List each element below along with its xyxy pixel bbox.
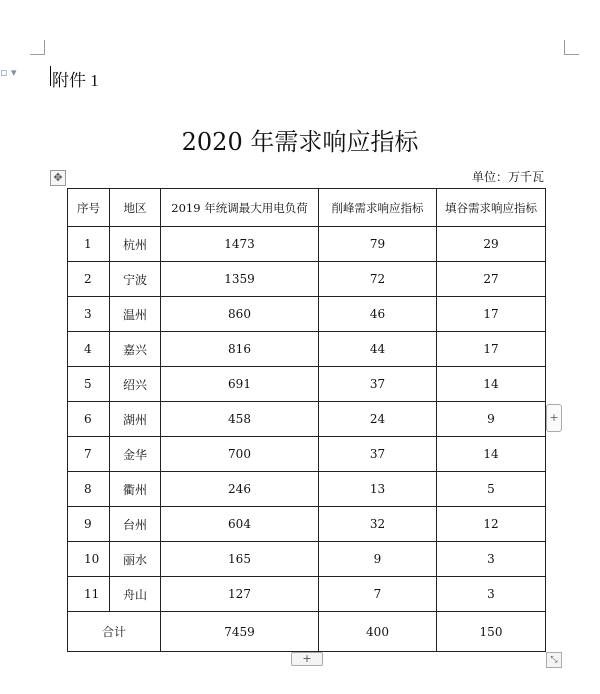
cell-peak-shaving[interactable]: 44 bbox=[319, 332, 437, 367]
cell-no[interactable]: 2 bbox=[68, 262, 110, 297]
page-corner-marker-top-left bbox=[30, 40, 45, 55]
text-cursor bbox=[50, 66, 51, 86]
table-row bbox=[68, 227, 546, 262]
cell-max-load[interactable]: 816 bbox=[161, 332, 319, 367]
table-row bbox=[68, 367, 546, 402]
cell-total-label[interactable]: 合计 bbox=[68, 612, 161, 652]
cell-max-load[interactable]: 691 bbox=[161, 367, 319, 402]
table-header-row bbox=[68, 189, 546, 227]
cell-no[interactable]: 11 bbox=[68, 577, 110, 612]
cell-no[interactable]: 6 bbox=[68, 402, 110, 437]
cell-no[interactable]: 9 bbox=[68, 507, 110, 542]
table-row bbox=[68, 437, 546, 472]
table-resize-icon[interactable]: ⤡ bbox=[546, 652, 562, 668]
header-valley-filling[interactable]: 填谷需求响应指标 bbox=[437, 189, 546, 227]
header-peak-shaving[interactable]: 削峰需求响应指标 bbox=[319, 189, 437, 227]
cell-region[interactable]: 金华 bbox=[110, 437, 161, 472]
table-total-row bbox=[68, 612, 546, 652]
cell-valley-filling[interactable]: 17 bbox=[437, 297, 546, 332]
cell-max-load[interactable]: 1473 bbox=[161, 227, 319, 262]
cell-valley-filling[interactable]: 12 bbox=[437, 507, 546, 542]
cell-no[interactable]: 3 bbox=[68, 297, 110, 332]
cell-region[interactable]: 温州 bbox=[110, 297, 161, 332]
cell-peak-shaving[interactable]: 72 bbox=[319, 262, 437, 297]
cell-peak-shaving[interactable]: 46 bbox=[319, 297, 437, 332]
cell-valley-filling[interactable]: 27 bbox=[437, 262, 546, 297]
table-row bbox=[68, 262, 546, 297]
cell-peak-shaving[interactable]: 32 bbox=[319, 507, 437, 542]
document-title[interactable]: 2020 年需求响应指标 bbox=[181, 128, 419, 156]
cell-peak-shaving[interactable]: 79 bbox=[319, 227, 437, 262]
cell-region[interactable]: 湖州 bbox=[110, 402, 161, 437]
cell-valley-filling[interactable]: 17 bbox=[437, 332, 546, 367]
cell-region[interactable]: 杭州 bbox=[110, 227, 161, 262]
cell-valley-filling[interactable]: 14 bbox=[437, 437, 546, 472]
cell-peak-shaving[interactable]: 37 bbox=[319, 367, 437, 402]
table-row bbox=[68, 507, 546, 542]
cell-region[interactable]: 台州 bbox=[110, 507, 161, 542]
cell-max-load[interactable]: 1359 bbox=[161, 262, 319, 297]
cell-no[interactable]: 8 bbox=[68, 472, 110, 507]
table-row bbox=[68, 402, 546, 437]
cell-peak-shaving[interactable]: 7 bbox=[319, 577, 437, 612]
cell-max-load[interactable]: 860 bbox=[161, 297, 319, 332]
cell-region[interactable]: 绍兴 bbox=[110, 367, 161, 402]
cell-peak-shaving[interactable]: 13 bbox=[319, 472, 437, 507]
add-column-plus-icon[interactable]: + bbox=[546, 404, 562, 432]
cell-region[interactable]: 宁波 bbox=[110, 262, 161, 297]
cell-max-load[interactable]: 246 bbox=[161, 472, 319, 507]
cell-max-load[interactable]: 700 bbox=[161, 437, 319, 472]
table-row bbox=[68, 472, 546, 507]
cell-no[interactable]: 7 bbox=[68, 437, 110, 472]
cell-region[interactable]: 舟山 bbox=[110, 577, 161, 612]
table-move-icon[interactable]: ✥ bbox=[50, 170, 66, 186]
cell-no[interactable]: 10 bbox=[68, 542, 110, 577]
cell-max-load[interactable]: 127 bbox=[161, 577, 319, 612]
paragraph-marker-icon[interactable]: ▫ ▾ bbox=[0, 66, 17, 79]
cell-no[interactable]: 5 bbox=[68, 367, 110, 402]
header-max-load[interactable]: 2019 年统调最大用电负荷 bbox=[161, 189, 319, 227]
cell-valley-filling[interactable]: 5 bbox=[437, 472, 546, 507]
header-no[interactable]: 序号 bbox=[68, 189, 110, 227]
cell-max-load[interactable]: 458 bbox=[161, 402, 319, 437]
attachment-label[interactable]: 附件 1 bbox=[52, 71, 99, 90]
cell-valley-filling[interactable]: 14 bbox=[437, 367, 546, 402]
cell-peak-shaving[interactable]: 37 bbox=[319, 437, 437, 472]
unit-label[interactable]: 单位：万千瓦 bbox=[471, 170, 544, 184]
cell-valley-filling[interactable]: 9 bbox=[437, 402, 546, 437]
cell-total-peak-shaving[interactable]: 400 bbox=[319, 612, 437, 652]
table-row bbox=[68, 297, 546, 332]
cell-total-max-load[interactable]: 7459 bbox=[161, 612, 319, 652]
cell-peak-shaving[interactable]: 9 bbox=[319, 542, 437, 577]
header-region[interactable]: 地区 bbox=[110, 189, 161, 227]
cell-valley-filling[interactable]: 3 bbox=[437, 577, 546, 612]
table-row bbox=[68, 542, 546, 577]
demand-response-table bbox=[67, 188, 546, 652]
cell-max-load[interactable]: 165 bbox=[161, 542, 319, 577]
cell-max-load[interactable]: 604 bbox=[161, 507, 319, 542]
page-corner-marker-top-right bbox=[564, 40, 579, 55]
cell-total-valley-filling[interactable]: 150 bbox=[437, 612, 546, 652]
table-row bbox=[68, 332, 546, 367]
cell-valley-filling[interactable]: 29 bbox=[437, 227, 546, 262]
cell-region[interactable]: 嘉兴 bbox=[110, 332, 161, 367]
cell-region[interactable]: 丽水 bbox=[110, 542, 161, 577]
cell-region[interactable]: 衢州 bbox=[110, 472, 161, 507]
cell-peak-shaving[interactable]: 24 bbox=[319, 402, 437, 437]
table-row bbox=[68, 577, 546, 612]
cell-no[interactable]: 4 bbox=[68, 332, 110, 367]
cell-no[interactable]: 1 bbox=[68, 227, 110, 262]
add-row-plus-icon[interactable]: + bbox=[291, 652, 323, 666]
cell-valley-filling[interactable]: 3 bbox=[437, 542, 546, 577]
